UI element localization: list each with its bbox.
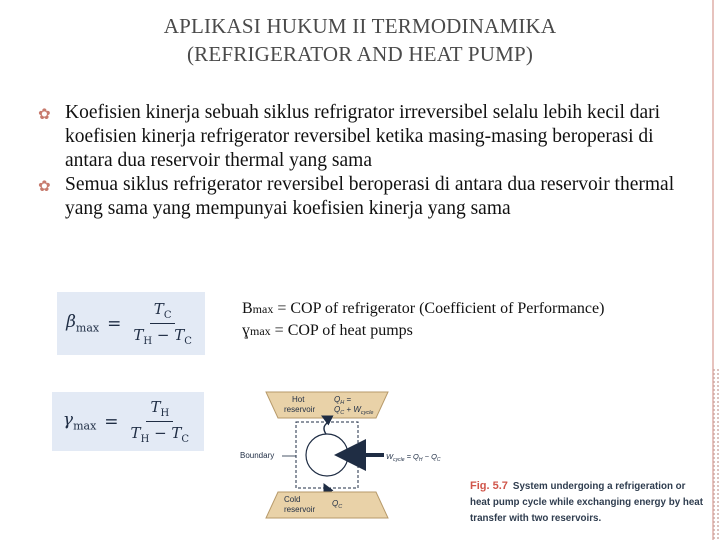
formula-equals: = xyxy=(104,411,119,432)
slide-title-line-1: APLIKASI HUKUM II TERMODINAMIKA xyxy=(163,14,557,38)
system-circle xyxy=(306,434,348,476)
formula-fraction xyxy=(127,398,194,445)
formula-numerator: $T_C$ xyxy=(150,300,176,324)
bullet-item xyxy=(38,173,678,221)
figure-caption-text: System undergoing a refrigeration or heat pump cycle while exchanging energy by heat transfer with two reservoirs. xyxy=(470,481,704,524)
beta-max-formula xyxy=(57,292,205,355)
definition-beta: Bmax = COP of refrigerator (Coefficient of Performance) xyxy=(242,300,605,317)
formula-lhs: $\gamma_{max}$ xyxy=(62,410,97,433)
refrigeration-cycle-diagram xyxy=(238,384,470,540)
cop-definitions xyxy=(242,298,604,342)
bullet-icon: ✿ xyxy=(38,105,51,123)
formula-denominator: $T_H - T_C$ xyxy=(133,326,192,347)
figure-caption xyxy=(470,478,705,527)
formula-denominator: $T_H - T_C$ xyxy=(130,424,190,445)
figure-number: Fig. 5.7 xyxy=(470,480,508,492)
slide-edge-dots xyxy=(712,368,720,540)
cold-reservoir-label: Cold xyxy=(284,495,301,504)
qh-label: $Q_C + W_{cycle}$ xyxy=(334,405,374,416)
cold-reservoir-label: reservoir xyxy=(284,505,316,514)
hot-reservoir-label: reservoir xyxy=(284,405,316,414)
heat-in-arrow xyxy=(324,418,328,434)
work-label: $W_{cycle} = Q_H - Q_C$ xyxy=(386,452,441,463)
bullet-text: Koefisien kinerja sebuah siklus refrigrator irreversibel selalu lebih kecil dari koefisien kinerja refrigerator reversibel ketika masing-masing beroperasi di antara dua reservoir thermal yang sama xyxy=(65,102,661,171)
boundary-label: Boundary xyxy=(240,451,275,460)
definition-gamma: ɣmax = COP of heat pumps xyxy=(242,322,413,339)
bullet-item xyxy=(38,101,678,173)
slide-title-line-2: (REFRIGERATOR AND HEAT PUMP) xyxy=(186,42,534,66)
slide-title xyxy=(100,12,620,68)
gamma-max-formula xyxy=(52,392,204,451)
bullet-icon: ✿ xyxy=(38,177,51,195)
bullet-text: Semua siklus refrigerator reversibel beroperasi di antara dua reservoir thermal yang sama yang mempunyai koefisien kinerja yang sama xyxy=(65,174,675,219)
qc-label: $Q_C$ xyxy=(332,499,343,510)
formula-fraction xyxy=(129,300,196,347)
hot-reservoir-label: Hot xyxy=(292,395,305,404)
bullet-list xyxy=(38,101,678,221)
formula-numerator: $T_H$ xyxy=(146,398,173,422)
formula-lhs: $\beta_{max}$ xyxy=(66,312,100,335)
qh-label: $Q_H$ = xyxy=(334,395,352,406)
formula-equals: = xyxy=(107,313,122,334)
